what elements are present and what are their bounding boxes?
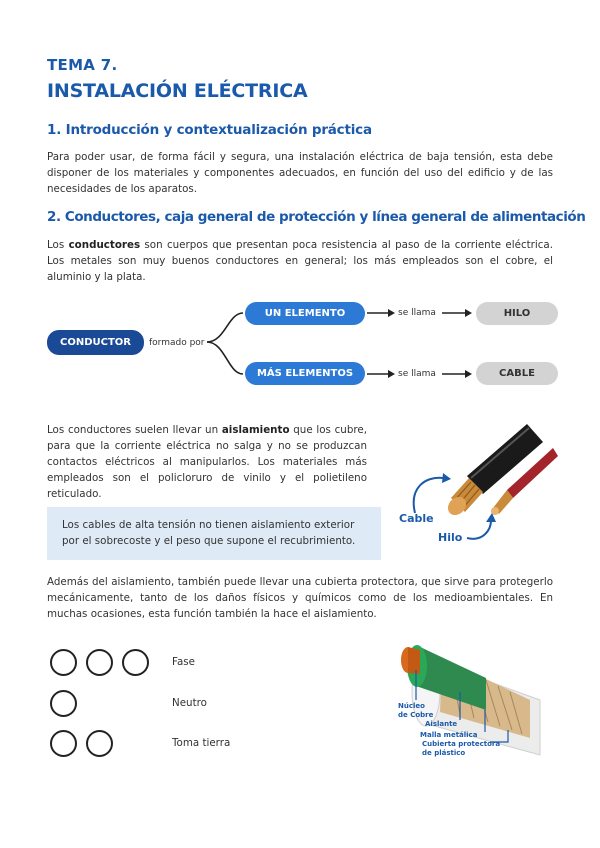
un-elemento-pill: UN ELEMENTO xyxy=(245,302,365,325)
branch-up-line xyxy=(207,313,243,342)
fase-circle-2 xyxy=(86,649,113,676)
hilo-label: Hilo xyxy=(438,531,463,544)
cubierta-paragraph: Además del aislamiento, también puede llevar una cubierta protectora, que sirve para protegerlo mecánicamente, tanto de los daños físicos y químicos como de los medioambientales. En muchas ocasiones, esta función también la hace el aislamiento. xyxy=(47,576,553,620)
intro-text-pre: Los xyxy=(47,239,69,251)
cubierta-label xyxy=(422,740,500,758)
malla-label: Malla metálica xyxy=(420,731,478,739)
copper-core-body xyxy=(408,647,420,674)
fase-circle-3 xyxy=(122,649,149,676)
cable-pointer-arrow-head xyxy=(442,473,451,483)
arrow-head-4 xyxy=(465,370,472,378)
tierra-circle-2 xyxy=(86,730,113,757)
se-llama-label-1: se llama xyxy=(398,308,436,318)
fase-circle-1 xyxy=(50,649,77,676)
mas-elementos-pill: MÁS ELEMENTOS xyxy=(245,362,365,385)
arrow-head-3 xyxy=(465,309,472,317)
hilo-pointer-arrow xyxy=(467,520,491,539)
cable-illustration xyxy=(395,418,560,548)
toma-tierra-label: Toma tierra xyxy=(172,737,231,749)
se-llama-label-2: se llama xyxy=(398,369,436,379)
neutro-label: Neutro xyxy=(172,697,207,709)
hilo-pill: HILO xyxy=(476,302,558,325)
cable-pill: CABLE xyxy=(476,362,558,385)
info-note-box xyxy=(47,507,381,560)
cubierta-label-line1: Cubierta protectora xyxy=(422,740,501,748)
arrow-head-2 xyxy=(388,370,395,378)
fase-label: Fase xyxy=(172,656,195,668)
intro-bold-conductores: conductores xyxy=(68,239,141,251)
conductor-pill: CONDUCTOR xyxy=(47,330,144,355)
page-title: INSTALACIÓN ELÉCTRICA xyxy=(47,80,308,102)
cable-label: Cable xyxy=(399,512,434,525)
tema-label: TEMA 7. xyxy=(47,56,118,74)
aislamiento-bold: aislamiento xyxy=(221,424,290,436)
branch-down-line xyxy=(207,342,243,374)
aislamiento-post: que los cubre, para que la corriente eléctrica no salga y no se produzcan contactos eléctricos al manipularlos. Los materiales más empleados son el policloruro de vinilo y el polietileno reticulado. xyxy=(47,424,367,500)
section-2-intro xyxy=(47,237,553,285)
aislamiento-pre: Los conductores suelen llevar un xyxy=(47,424,222,436)
aislante-label: Aislante xyxy=(425,720,458,728)
nucleo-label xyxy=(398,702,433,720)
formado-por-label: formado por xyxy=(149,338,205,348)
section-1-heading: 1. Introducción y contextualización práctica xyxy=(47,122,372,138)
section-1-body: Para poder usar, de forma fácil y segura, una instalación eléctrica de baja tensión, esta debe disponer de los materiales y componentes adecuados, en función del uso del edificio y de las necesidades de los aparatos. xyxy=(47,151,553,195)
tierra-circle-1 xyxy=(50,730,77,757)
nucleo-label-line1: Núcleo xyxy=(398,702,425,710)
intro-text-post: son cuerpos que presentan poca resistencia al paso de la corriente eléctrica. Los metales son muy buenos conductores en general; los más empleados son el cobre, el aluminio y la plata. xyxy=(47,239,553,283)
black-cable-sheath xyxy=(467,424,543,494)
info-note-text: Los cables de alta tensión no tienen aislamiento exterior por el sobrecoste y el peso que supone el recubrimiento. xyxy=(62,519,356,547)
section-2-heading: 2. Conductores, caja general de protección y línea general de alimentación xyxy=(47,209,586,225)
cable-pointer-arrow xyxy=(414,478,443,513)
arrow-head-1 xyxy=(388,309,395,317)
aislamiento-paragraph xyxy=(47,422,367,502)
neutro-circle xyxy=(50,690,77,717)
nucleo-label-line2: de Cobre xyxy=(398,711,434,719)
cubierta-label-line2: de plástico xyxy=(422,749,466,757)
